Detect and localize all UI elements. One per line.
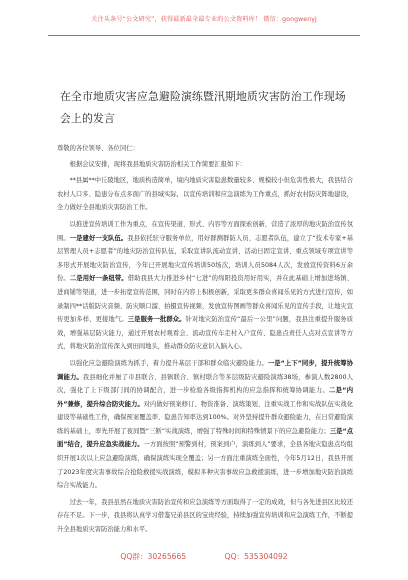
- key-point: 一是建好一支队伍。: [69, 234, 128, 242]
- paragraph-text: 一方面按照“预警到村，预案到户，演练到人”要求，全县各地灾隐患点均组织开展1次以上应急避险演练，确保演练实现全覆盖；另一方面注重演练全面性，今年5月12日，我县开展了2023年度灾害事故综合抢险救援实战演练，模拟多种灾害事故应急救援演练，进一步增加地灾防治演练综合实战能力。: [57, 441, 354, 490]
- paragraph-text: 借助我县大力推进乡村“七进”的绵阳投资用好用实，并在此基础上增加进场镇、进商铺等渠道，进一步拓宽宣传范围，同时在内容上积极创新，采取更多群众喜闻乐见的方式进行宣传，如录制四**话版防灾音频、防灾顺口溜、拍摄宣传视频、发放宣传图画等群众喜闻乐见的宣传手段，让地灾宣传更加多样、更接地气。: [57, 275, 354, 324]
- paragraph-text: 我县细化并厘了市县联合、县镇联合、镇村联合等多层级防灾避险演练38场，参演人数2800人次，强化了上下级部门间的协调配合，进一步检验各级指挥机构的应急指挥和统筹协调能力。: [57, 373, 353, 395]
- document-title: 在全市地质灾害应急避险演练暨汛期地质灾害防治工作现场会上的发言: [60, 90, 346, 125]
- qq-number: QQ：535304092: [224, 552, 288, 561]
- key-point: 二是用好一条纽带。: [69, 275, 128, 283]
- paragraph-text: 对内做好预案修订、物资准备、演练策划、注重实战工作和实战队伍实战化建设等基础性工作，确保预案覆盖率、隐患告知率达到100%。对外坚持提升群众避险能力，在日常避险演练的基础上，率先开展了夜间暨“三断”实战演练，增强了特殊时间和特殊情景下的应急避险能力；: [57, 400, 354, 435]
- salutation: 尊敬的各位领导、各位同仁：: [57, 145, 139, 152]
- banner-divider: [48, 35, 360, 36]
- paragraph-conclusion: 过去一年，我县虽然在地质灾害防治宣传和应急演练等方面取得了一定的成效，但与各先进县区比较还存在不足。下一步，我县将认真学习借鉴兄弟县区的宝贵经验，持续加强宣传培训和应急演练工作，不断提升全县地质灾害防治能力和水平。: [57, 498, 353, 534]
- key-point: 三是“点面”结合，提升应急实战能力。: [57, 427, 353, 449]
- paragraph-publicity: [57, 218, 353, 354]
- promo-banner: 关注头条号“公文研究”，获得最新最全最专业的公文资料库！ 微信：gongwenyj: [91, 16, 317, 23]
- paragraph-text: 以推进宣传培训工作为重点，在宣传渠道、形式、内容等方面探索创新，营造了浓厚的地灾防治宣传氛围。: [57, 220, 353, 242]
- paragraph-drills: [57, 357, 353, 493]
- paragraph-overview: **县属**中丘陵地区，地质构造简单，境内地质灾害隐患数量较多、规模较小但危害性极大，我县结合农村人口多、隐患分布点多面广的县域实际，以宣传培训和应急演练为工作重点，抓好农村防灾阵地建设，全力做好全县地质灾害防治工作。: [57, 177, 353, 212]
- intro-paragraph: 根据会议安排，现将我县地质灾害防治相关工作简要汇报如下：: [69, 160, 246, 168]
- key-point: 一是“上下”同步，提升统筹协调能力。: [57, 359, 354, 381]
- contact-footer: [0, 551, 408, 562]
- key-point: 二是“内外”兼修，提升综合防灾能力。: [57, 387, 354, 408]
- paragraph-text: 我县依托驻守服务单位，用好群测群防人员、志愿者队伍，建立了“技术专家+基层管理人员+志愿者”的地灾防治宣传队伍，采取宣讲队流动宣讲、活动日固定宣讲、重点领域专项宣讲等多形式开展地灾防治宣传，今年已开展地灾宣传培训50场次，培训人员5084人次，发放宣传资料6万余份。: [57, 234, 354, 283]
- qq-group-number: QQ群：30265665: [120, 552, 187, 561]
- paragraph-text: 以强化应急避险演练为抓手，着力提升基层干部和群众临灾避险能力。: [69, 359, 268, 367]
- key-point: 三是服务一批群众。: [127, 316, 186, 324]
- document-body: [57, 142, 353, 540]
- paragraph-text: 针对地灾防治宣传“最后一公里”问题，我县注重提升服务质效，增强基层防灾能力，通过开展农村观看会、流动宣传车走村入户宣传、隐患点责任人点对点宣讲等方式，将地灾防治宣传深入到田间地头，推动群众防灾意识入脑入心。: [57, 316, 354, 351]
